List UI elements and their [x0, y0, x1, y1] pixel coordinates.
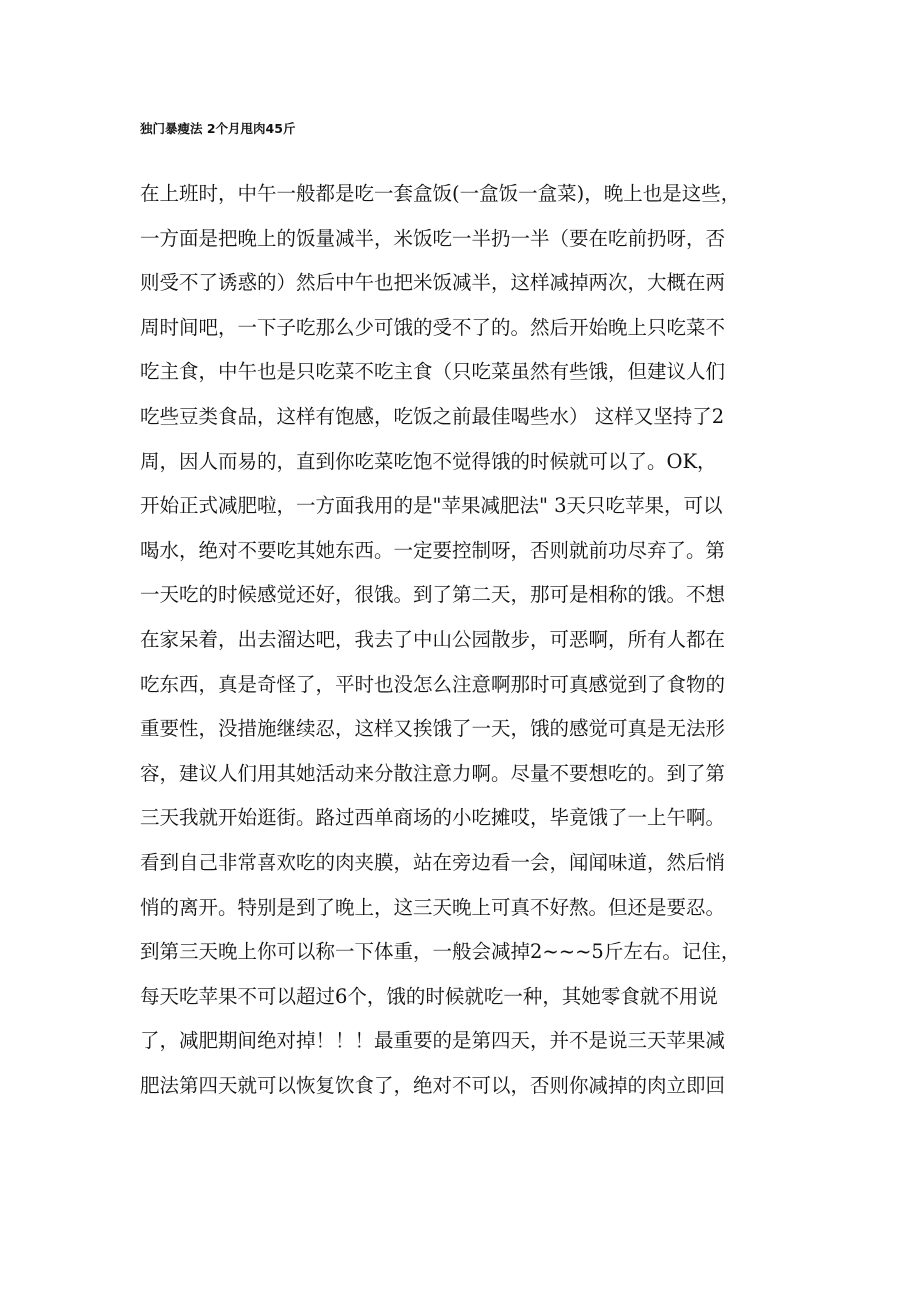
body-line: 容，建议人们用其她活动来分散注意力啊。尽量不要想吃的。到了第: [140, 761, 726, 785]
body-line: 开始正式减肥啦，一方面我用的是"苹果减肥法" 3天只吃苹果，可以: [140, 494, 723, 518]
body-line: 肥法第四天就可以恢复饮食了，绝对不可以，否则你减掉的肉立即回: [140, 1073, 726, 1097]
body-line: 则受不了诱惑的）然后中午也把米饭减半，这样减掉两次，大概在两: [140, 271, 726, 295]
body-line: 喝水，绝对不要吃其她东西。一定要控制呀，否则就前功尽弃了。第: [140, 538, 726, 562]
body-line: 三天我就开始逛街。路过西单商场的小吃摊哎，毕竟饿了一上午啊。: [140, 806, 726, 830]
document-body: [140, 172, 790, 1108]
body-line: 悄的离开。特别是到了晚上，这三天晚上可真不好熬。但还是要忍。: [140, 895, 726, 919]
body-line: 一天吃的时候感觉还好，很饿。到了第二天，那可是相称的饿。不想: [140, 583, 726, 607]
body-line: 重要性，没措施继续忍，这样又挨饿了一天，饿的感觉可真是无法形: [140, 717, 726, 741]
body-line: 到第三天晚上你可以称一下体重，一般会减掉2~~~5斤左右。记住，: [140, 940, 741, 964]
body-line: 在上班时，中午一般都是吃一套盒饭(一盒饭一盒菜)，晚上也是这些，: [140, 182, 741, 205]
body-line: 了，减肥期间绝对掉！！！最重要的是第四天，并不是说三天苹果减: [140, 1029, 726, 1053]
body-line: 周，因人而易的，直到你吃菜吃饱不觉得饿的时候就可以了。OK，: [140, 449, 717, 473]
document-title: 独门暴瘦法 2个月甩肉45斤: [140, 121, 296, 136]
body-line: 看到自己非常喜欢吃的肉夹膜，站在旁边看一会，闻闻味道，然后悄: [140, 850, 726, 874]
body-line: 一方面是把晚上的饭量减半，米饭吃一半扔一半（要在吃前扔呀，否: [140, 226, 726, 250]
body-line: 在家呆着，出去溜达吧，我去了中山公园散步，可恶啊，所有人都在: [140, 627, 726, 651]
body-line: 吃主食，中午也是只吃菜不吃主食（只吃菜虽然有些饿，但建议人们: [140, 360, 726, 384]
body-line: 每天吃苹果不可以超过6个，饿的时候就吃一种，其她零食就不用说: [140, 984, 718, 1008]
body-line: 吃东西，真是奇怪了，平时也没怎么注意啊那时可真感觉到了食物的: [140, 672, 726, 696]
body-line: 吃些豆类食品，这样有饱感，吃饭之前最佳喝些水） 这样又坚持了2: [140, 404, 725, 428]
body-line: 周时间吧，一下子吃那么少可饿的受不了的。然后开始晚上只吃菜不: [140, 315, 726, 339]
